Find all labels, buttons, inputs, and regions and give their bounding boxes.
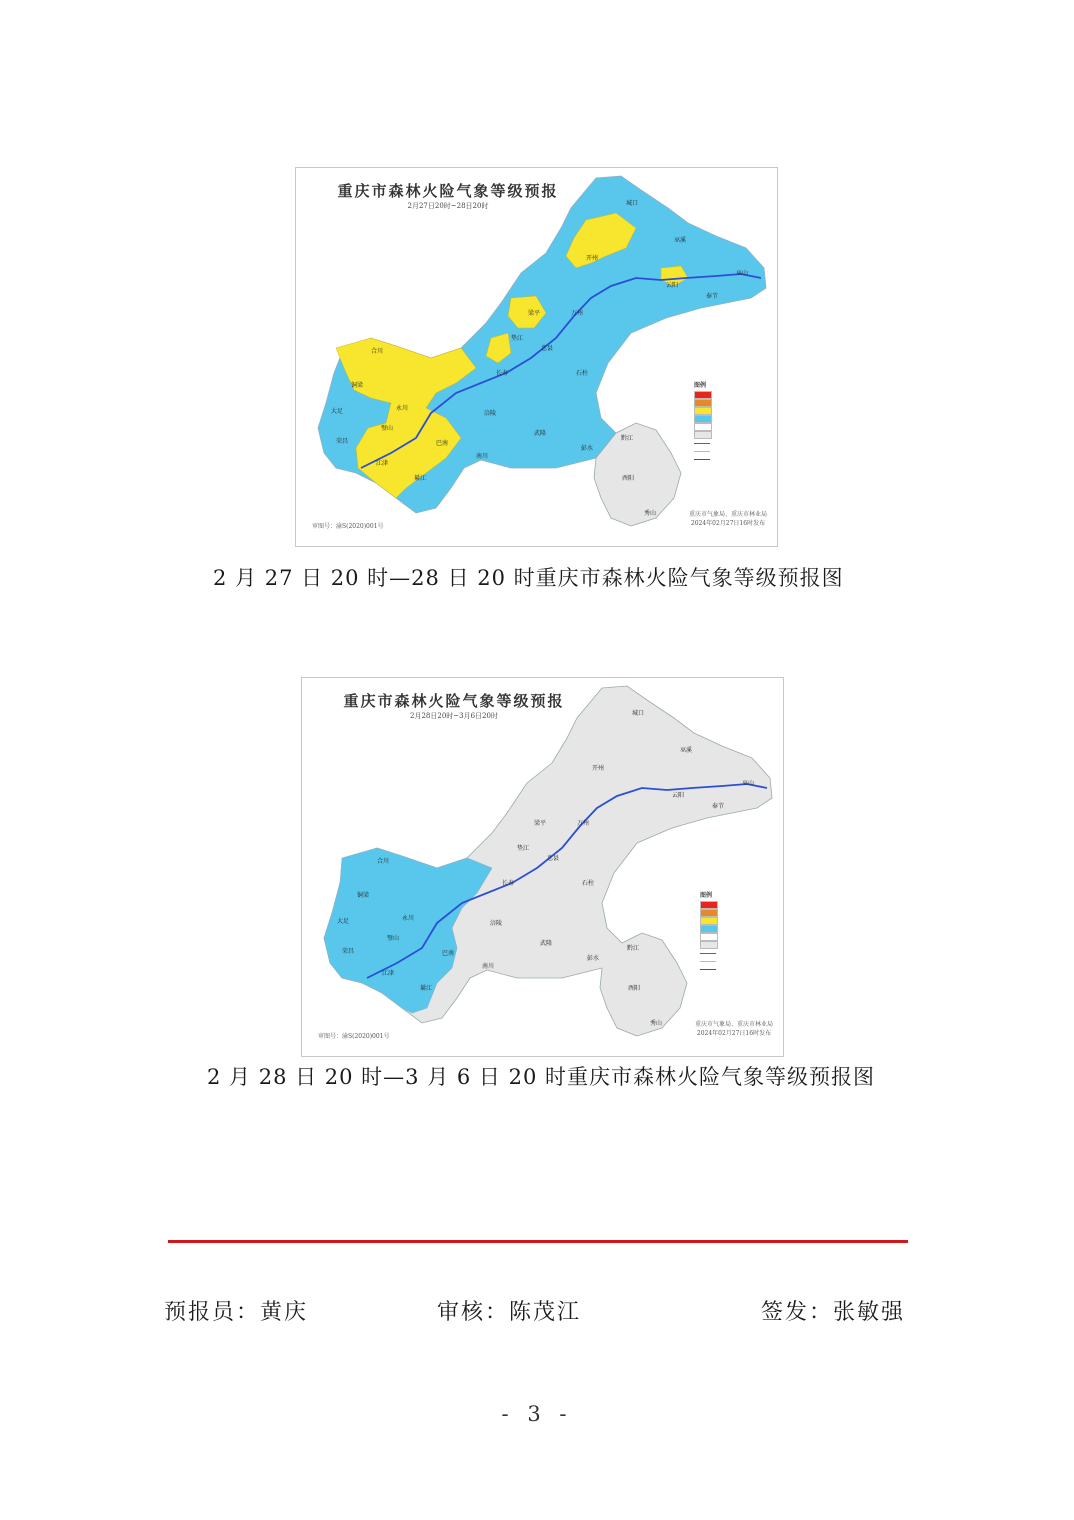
map2-label: 长寿 (502, 880, 515, 887)
map2-title: 重庆市森林火险气象等级预报 (343, 692, 565, 710)
map2-label: 彭水 (587, 955, 600, 962)
map1-label: 开州 (586, 255, 599, 262)
map2-label: 酉阳 (628, 985, 641, 992)
map1-label: 梁平 (528, 310, 541, 317)
map1-legend-veryhigh (694, 399, 716, 407)
map1-legend-river (694, 455, 716, 463)
map2-label: 巴南 (442, 950, 455, 957)
map1-label: 彭水 (581, 445, 594, 452)
map1-label: 垫江 (511, 335, 524, 342)
map2-label: 城口 (632, 710, 645, 717)
map2-label: 荣昌 (342, 948, 355, 955)
map1-label: 黔江 (621, 435, 634, 442)
map1-label: 武隆 (534, 430, 547, 437)
map2-label: 巫溪 (680, 747, 693, 754)
map2-legend-low (700, 933, 722, 941)
map1-legend-extreme (694, 391, 716, 399)
map1-label: 石柱 (576, 370, 589, 377)
map1-source-line2: 2024年02月27日16时发布 (690, 520, 766, 527)
map1-subtitle: 2月27日20时~28日20时 (407, 202, 489, 210)
map2-label: 永川 (402, 915, 415, 922)
page-number: - 3 - (501, 1402, 573, 1426)
map2-caption: 2 月 28 日 20 时—3 月 6 日 20 时重庆市森林火险气象等级预报图 (207, 1065, 875, 1089)
map2-label: 合川 (377, 858, 390, 865)
map2-legend-veryhigh (700, 909, 722, 917)
map1-caption: 2 月 27 日 20 时—28 日 20 时重庆市森林火险气象等级预报图 (213, 566, 844, 590)
map1-legend-border (694, 439, 716, 447)
map2-label: 忠县 (547, 855, 560, 862)
map2-label: 秀山 (650, 1020, 663, 1027)
map2-label: 梁平 (534, 820, 547, 827)
map1-label: 涪陵 (484, 410, 497, 417)
map1-legend-moderate (694, 415, 716, 423)
map1-label: 长寿 (496, 370, 509, 377)
forecast-map-1 (295, 167, 778, 547)
map1-legend-title: 图例 (694, 382, 707, 389)
issuer-signature: 签发：张敏强 (761, 1300, 906, 1325)
map2-label: 南川 (482, 963, 495, 970)
map1-source (689, 510, 767, 528)
map2-label: 武隆 (540, 940, 553, 947)
map2-label: 开州 (592, 765, 605, 772)
map1-label: 酉阳 (622, 475, 635, 482)
map1-legend (694, 380, 716, 463)
map1-label: 合川 (371, 348, 384, 355)
map1-label: 大足 (331, 408, 344, 415)
map1-label: 巴南 (436, 440, 449, 447)
map2-source (695, 1020, 773, 1038)
map2-label: 石柱 (582, 880, 595, 887)
forecaster-signature: 预报员：黄庆 (164, 1300, 309, 1325)
map2-legend-none (700, 941, 722, 949)
map2-legend (700, 890, 722, 973)
map2-label: 垫江 (517, 845, 530, 852)
map1-label: 铜梁 (351, 382, 364, 389)
map1-approval-code: 审图号：渝S(2020)001号 (312, 523, 384, 530)
map2-label: 铜梁 (357, 892, 370, 899)
map1-legend-none (694, 431, 716, 439)
map1-label: 永川 (396, 405, 409, 412)
map2-label: 万州 (577, 820, 590, 827)
map2-label: 云阳 (672, 792, 685, 799)
map2-label: 江津 (382, 970, 395, 977)
map2-label: 綦江 (420, 985, 433, 992)
map2-source-line2: 2024年02月27日16时发布 (696, 1030, 772, 1037)
map1-label: 城口 (626, 200, 639, 207)
map2-label: 巫山 (742, 780, 755, 787)
map2-label: 涪陵 (490, 920, 503, 927)
reviewer-signature: 审核：陈茂江 (437, 1300, 582, 1325)
map2-canvas (302, 678, 784, 1057)
map1-label: 秀山 (644, 510, 657, 517)
forecast-map-2 (301, 677, 784, 1057)
map1-label: 巫山 (736, 270, 749, 277)
map2-subtitle: 2月28日20时~3月6日20时 (410, 712, 498, 720)
map1-canvas (296, 168, 778, 547)
map1-label: 万州 (571, 310, 584, 317)
red-divider (168, 1240, 908, 1243)
map1-title: 重庆市森林火险气象等级预报 (337, 182, 559, 200)
map1-legend-high (694, 407, 716, 415)
map1-label: 忠县 (541, 345, 554, 352)
map1-label: 璧山 (381, 425, 394, 432)
map2-label: 璧山 (387, 935, 400, 942)
map1-label: 南川 (476, 453, 489, 460)
map1-label: 奉节 (706, 293, 719, 300)
map1-legend-low (694, 423, 716, 431)
map2-label: 黔江 (627, 945, 640, 952)
map2-legend-border (700, 949, 722, 957)
map1-legend-county (694, 447, 716, 455)
map2-approval-code: 审图号：渝S(2020)001号 (318, 1033, 390, 1040)
map2-label: 奉节 (712, 803, 725, 810)
map1-label: 江津 (376, 460, 389, 467)
map2-legend-county (700, 957, 722, 965)
map2-legend-river (700, 965, 722, 973)
map1-source-line1: 重庆市气象局、重庆市林业局 (688, 511, 767, 518)
map2-label: 大足 (337, 918, 350, 925)
map1-label: 綦江 (414, 475, 427, 482)
map1-label: 云阳 (666, 282, 679, 289)
map2-source-line1: 重庆市气象局、重庆市林业局 (694, 1021, 773, 1028)
map1-label: 巫溪 (674, 237, 687, 244)
map2-legend-moderate (700, 925, 722, 933)
map1-label: 荣昌 (336, 438, 349, 445)
map2-legend-high (700, 917, 722, 925)
map2-legend-extreme (700, 901, 722, 909)
map2-legend-title: 图例 (700, 892, 713, 899)
